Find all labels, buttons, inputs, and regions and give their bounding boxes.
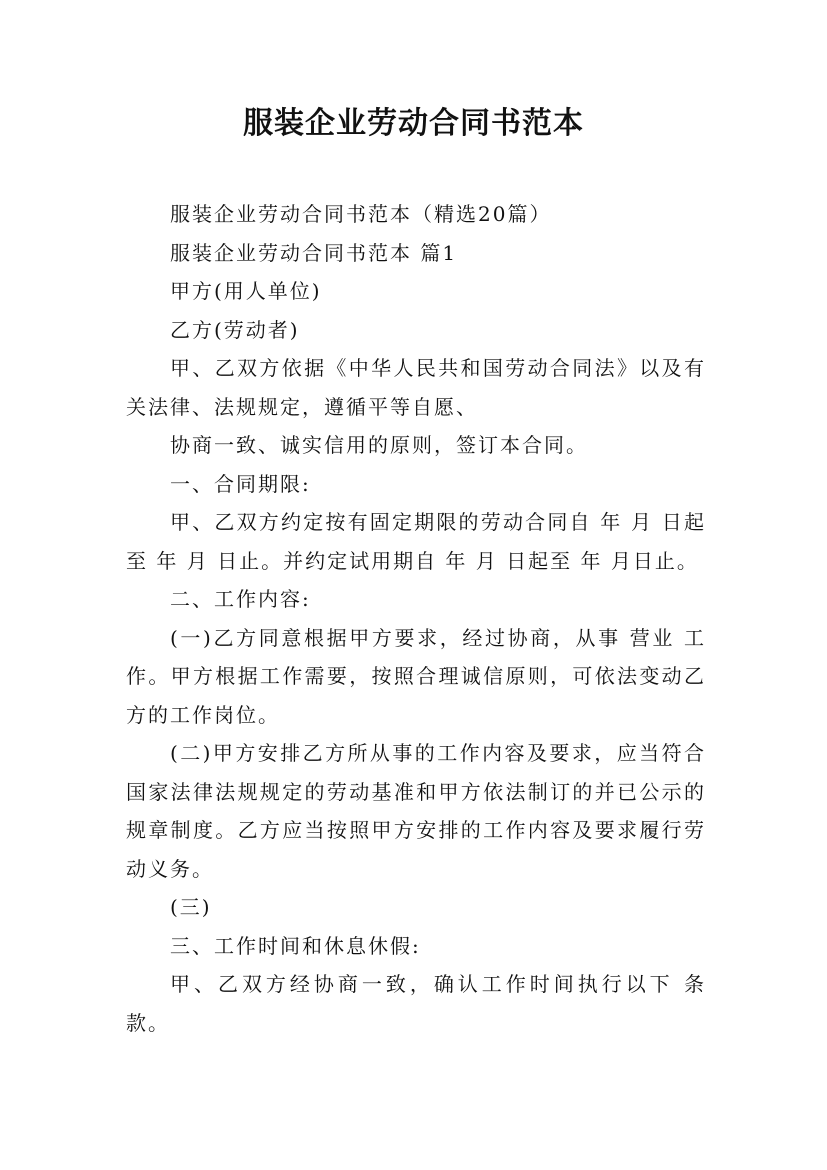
paragraph-work-1: (一)乙方同意根据甲方要求，经过协商，从事 营业 工作。甲方根据工作需要，按照合理诚信原则，可依法变动乙方的工作岗位。 (126, 625, 706, 727)
paragraph-subtitle: 服装企业劳动合同书范本（精选20篇） (170, 202, 552, 226)
paragraph-section-heading: 服装企业劳动合同书范本 篇1 (170, 240, 458, 265)
paragraph-hours: 甲、乙双方经协商一致，确认工作时间执行以下 条款。 (126, 972, 706, 1035)
paragraph-principle: 协商一致、诚实信用的原则，签订本合同。 (170, 433, 588, 457)
paragraph-term: 甲、乙双方约定按有固定期限的劳动合同自 年 月 日起至 年 月 日止。并约定试用期自 年 月 日起至 年 月日止。 (126, 510, 706, 573)
paragraph-hours-heading: 三、工作时间和休息休假: (170, 933, 421, 958)
document-body (126, 195, 706, 1042)
paragraph-term-heading: 一、合同期限: (170, 471, 311, 496)
paragraph-party-b: 乙方(劳动者) (170, 317, 300, 342)
paragraph-party-a: 甲方(用人单位) (170, 279, 322, 303)
paragraph-work-3: (三) (170, 895, 212, 919)
paragraph-work-2: (二)甲方安排乙方所从事的工作内容及要求，应当符合国家法律法规规定的劳动基准和甲方依法制订的并已公示的规章制度。乙方应当按照甲方安排的工作内容及要求履行劳动义务。 (126, 741, 706, 881)
paragraph-basis: 甲、乙双方依据《中华人民共和国劳动合同法》以及有关法律、法规规定，遵循平等自愿、 (126, 356, 706, 419)
document-title: 服装企业劳动合同书范本 (243, 106, 584, 141)
paragraph-work-heading: 二、工作内容: (170, 587, 311, 611)
